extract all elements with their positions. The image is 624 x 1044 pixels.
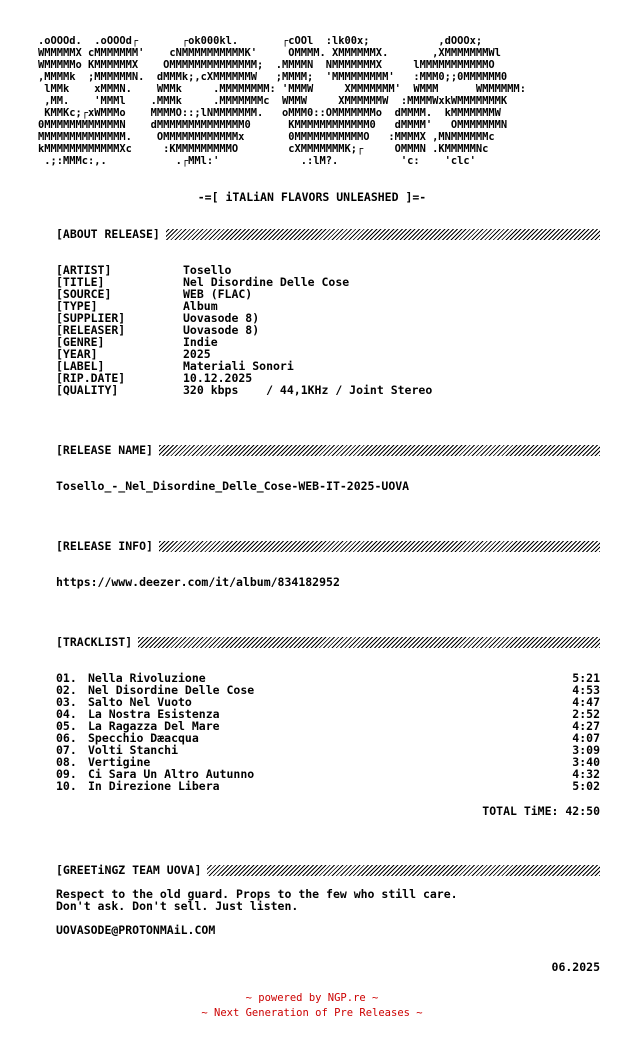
track-info: [56, 780, 220, 792]
track-duration: 3:40: [572, 755, 600, 769]
track-title: La Ragazza Del Mare: [88, 719, 220, 733]
track-duration: 5:21: [572, 671, 600, 685]
about-value: Indie: [183, 335, 218, 349]
about-value: 2025: [183, 347, 211, 361]
about-row: [56, 324, 600, 336]
release-date: 06.2025: [551, 960, 600, 974]
track-title: La Nostra Esistenza: [88, 707, 220, 721]
about-key: [SUPPLIER]: [56, 311, 126, 325]
hatch-divider: [138, 637, 600, 648]
footer-powered-by[interactable]: ~ powered by NGP.re ~: [245, 992, 379, 1004]
track-duration: 4:27: [572, 719, 600, 733]
about-value: WEB (FLAC): [183, 287, 253, 301]
release-info-header: [56, 540, 600, 552]
track-title: Ci Sarа Un Altro Autunno: [88, 767, 255, 781]
track-number: 01.: [56, 671, 77, 685]
track-number: 05.: [56, 719, 77, 733]
about-key: [YEAR]: [56, 347, 98, 361]
tracklist-label: [TRACKLIST]: [56, 635, 133, 649]
about-row: [56, 288, 600, 300]
track-number: 04.: [56, 707, 77, 721]
about-value: Album: [183, 299, 218, 313]
about-value: Materiali Sonori: [183, 359, 294, 373]
about-value: 320 kbps / 44,1KHz / Joint Stereo: [183, 383, 433, 397]
about-key: [TITLE]: [56, 275, 105, 289]
track-number: 02.: [56, 683, 77, 697]
about-row: [56, 360, 600, 372]
track-duration: 4:47: [572, 695, 600, 709]
track-number: 08.: [56, 755, 77, 769]
track-title: In Direzione Libera: [88, 779, 220, 793]
track-number: 03.: [56, 695, 77, 709]
track-number: 06.: [56, 731, 77, 745]
track-row: [56, 780, 600, 792]
about-row: [56, 276, 600, 288]
release-info-label: [RELEASE INFO]: [56, 539, 153, 553]
about-value: 10.12.2025: [183, 371, 253, 385]
ascii-art-logo: .oOOOd. .oOOOd┌ ┌ok000kl. ┌cOOl :lk00x; ,dOOOx; WMMMMMX cMMMMMMM' cNMMMMMMMMMMK' OMMMM. XMMMMMMX. ,XMMMMMMMWl WMMMMMo KMMMMMMX OMMMMMMMMMMMMMM; .MMMMN NMMMMMMMX lMMMMMMMMMMMO ,MMMMk ;MMMMMMN. dMMMk;,cXMMMMMMW ;MMMM; 'MMMMMMMMM' :MMM0;;0MMMMMM0 lMMk xMMMN. WMMk .MMMMMMMM: 'MMMW XMMMMMMM' WMMM WMMMMMM: ,MM. 'MMMl .MMMk .MMMMMMMc WMMW XMMMMMMW :MMMMWxkWMMMMMMMK KMMKc;┌xWMMMo MMMMO::;lNMMMMMMM. oMMM0::OMMMMMMMo dMMMM. kMMMMMMMW 0MMMMMMMMMMMMN dMMMMMMMMMMMMMM0 KMMMMMMMMMMMM0 dMMMM' OMMMMMMMN MMMMMMMMMMMMMM. OMMMMMMMMMMMMx 0MMMMMMMMMMMO :MMMMX ,MNMMMMMMc kMMMMMMMMMMMMXc :KMMMMMMMMMO cXMMMMMMMK;┌ OMMMN .KMMMMMNc .;:MMMc:,. .┌MMl:' .:lM?. 'c: 'clc': [38, 35, 526, 167]
about-release-label: [ABOUT RELEASE]: [56, 227, 160, 241]
footer-tagline: ~ Next Generation of Pre Releases ~: [201, 1007, 423, 1019]
about-key: [QUALITY]: [56, 383, 119, 397]
about-row: [56, 384, 600, 396]
hatch-divider: [159, 445, 600, 456]
track-title: Vertigine: [88, 755, 151, 769]
release-name-label: [RELEASE NAME]: [56, 443, 153, 457]
track-number: 09.: [56, 767, 77, 781]
about-value: Uovasode 8): [183, 311, 260, 325]
about-value: Nel Disordine Delle Cose: [183, 275, 350, 289]
tagline: -=[ iTALiAN FLAVORS UNLEASHED ]=-: [197, 190, 427, 204]
greetings-line-1: Respect to the old guard. Props to the few who still care.: [56, 887, 458, 901]
track-duration: 4:32: [572, 767, 600, 781]
about-row: [56, 312, 600, 324]
total-time: TOTAL TiME: 42:50: [482, 804, 600, 818]
track-duration: 3:09: [572, 743, 600, 757]
about-key: [RELEASER]: [56, 323, 126, 337]
track-duration: 4:53: [572, 683, 600, 697]
track-title: Specchio Dæacqua: [88, 731, 199, 745]
about-value: Uovasode 8): [183, 323, 260, 337]
about-key: [RIP.DATE]: [56, 371, 126, 385]
about-release-table: [56, 264, 600, 396]
about-row: [56, 348, 600, 360]
hatch-divider: [159, 541, 600, 552]
tracklist: [56, 672, 600, 792]
release-name-header: [56, 444, 600, 456]
track-duration: 4:07: [572, 731, 600, 745]
greetings-header: [56, 864, 600, 876]
track-title: Nella Rivoluzione: [88, 671, 206, 685]
track-number: 07.: [56, 743, 77, 757]
release-info-url[interactable]: https://www.deezer.com/it/album/834182952: [56, 575, 340, 589]
about-value: Tosello: [183, 263, 232, 277]
about-key: [TYPE]: [56, 299, 98, 313]
contact-email[interactable]: UOVASODE@PROTONMAiL.COM: [56, 923, 216, 937]
about-key: [LABEL]: [56, 359, 105, 373]
about-key: [ARTIST]: [56, 263, 112, 277]
greetings-line-2: Don't ask. Don't sell. Just listen.: [56, 899, 299, 913]
about-release-header: [56, 228, 600, 240]
track-title: Salto Nel Vuoto: [88, 695, 192, 709]
hatch-divider: [207, 865, 600, 876]
track-title: Volti Stanchi: [88, 743, 179, 757]
track-duration: 5:02: [572, 779, 600, 793]
hatch-divider: [166, 229, 600, 240]
about-row: [56, 300, 600, 312]
tracklist-header: [56, 636, 600, 648]
about-key: [SOURCE]: [56, 287, 112, 301]
greetings-label: [GREETiNGZ TEAM UOVA]: [56, 863, 202, 877]
track-title: Nel Disordine Delle Cose: [88, 683, 255, 697]
about-key: [GENRE]: [56, 335, 105, 349]
about-row: [56, 336, 600, 348]
release-name-value: Tosello_-_Nel_Disordine_Delle_Cose-WEB-IT-2025-UOVA: [56, 479, 410, 493]
track-number: 10.: [56, 779, 77, 793]
track-duration: 2:52: [572, 707, 600, 721]
